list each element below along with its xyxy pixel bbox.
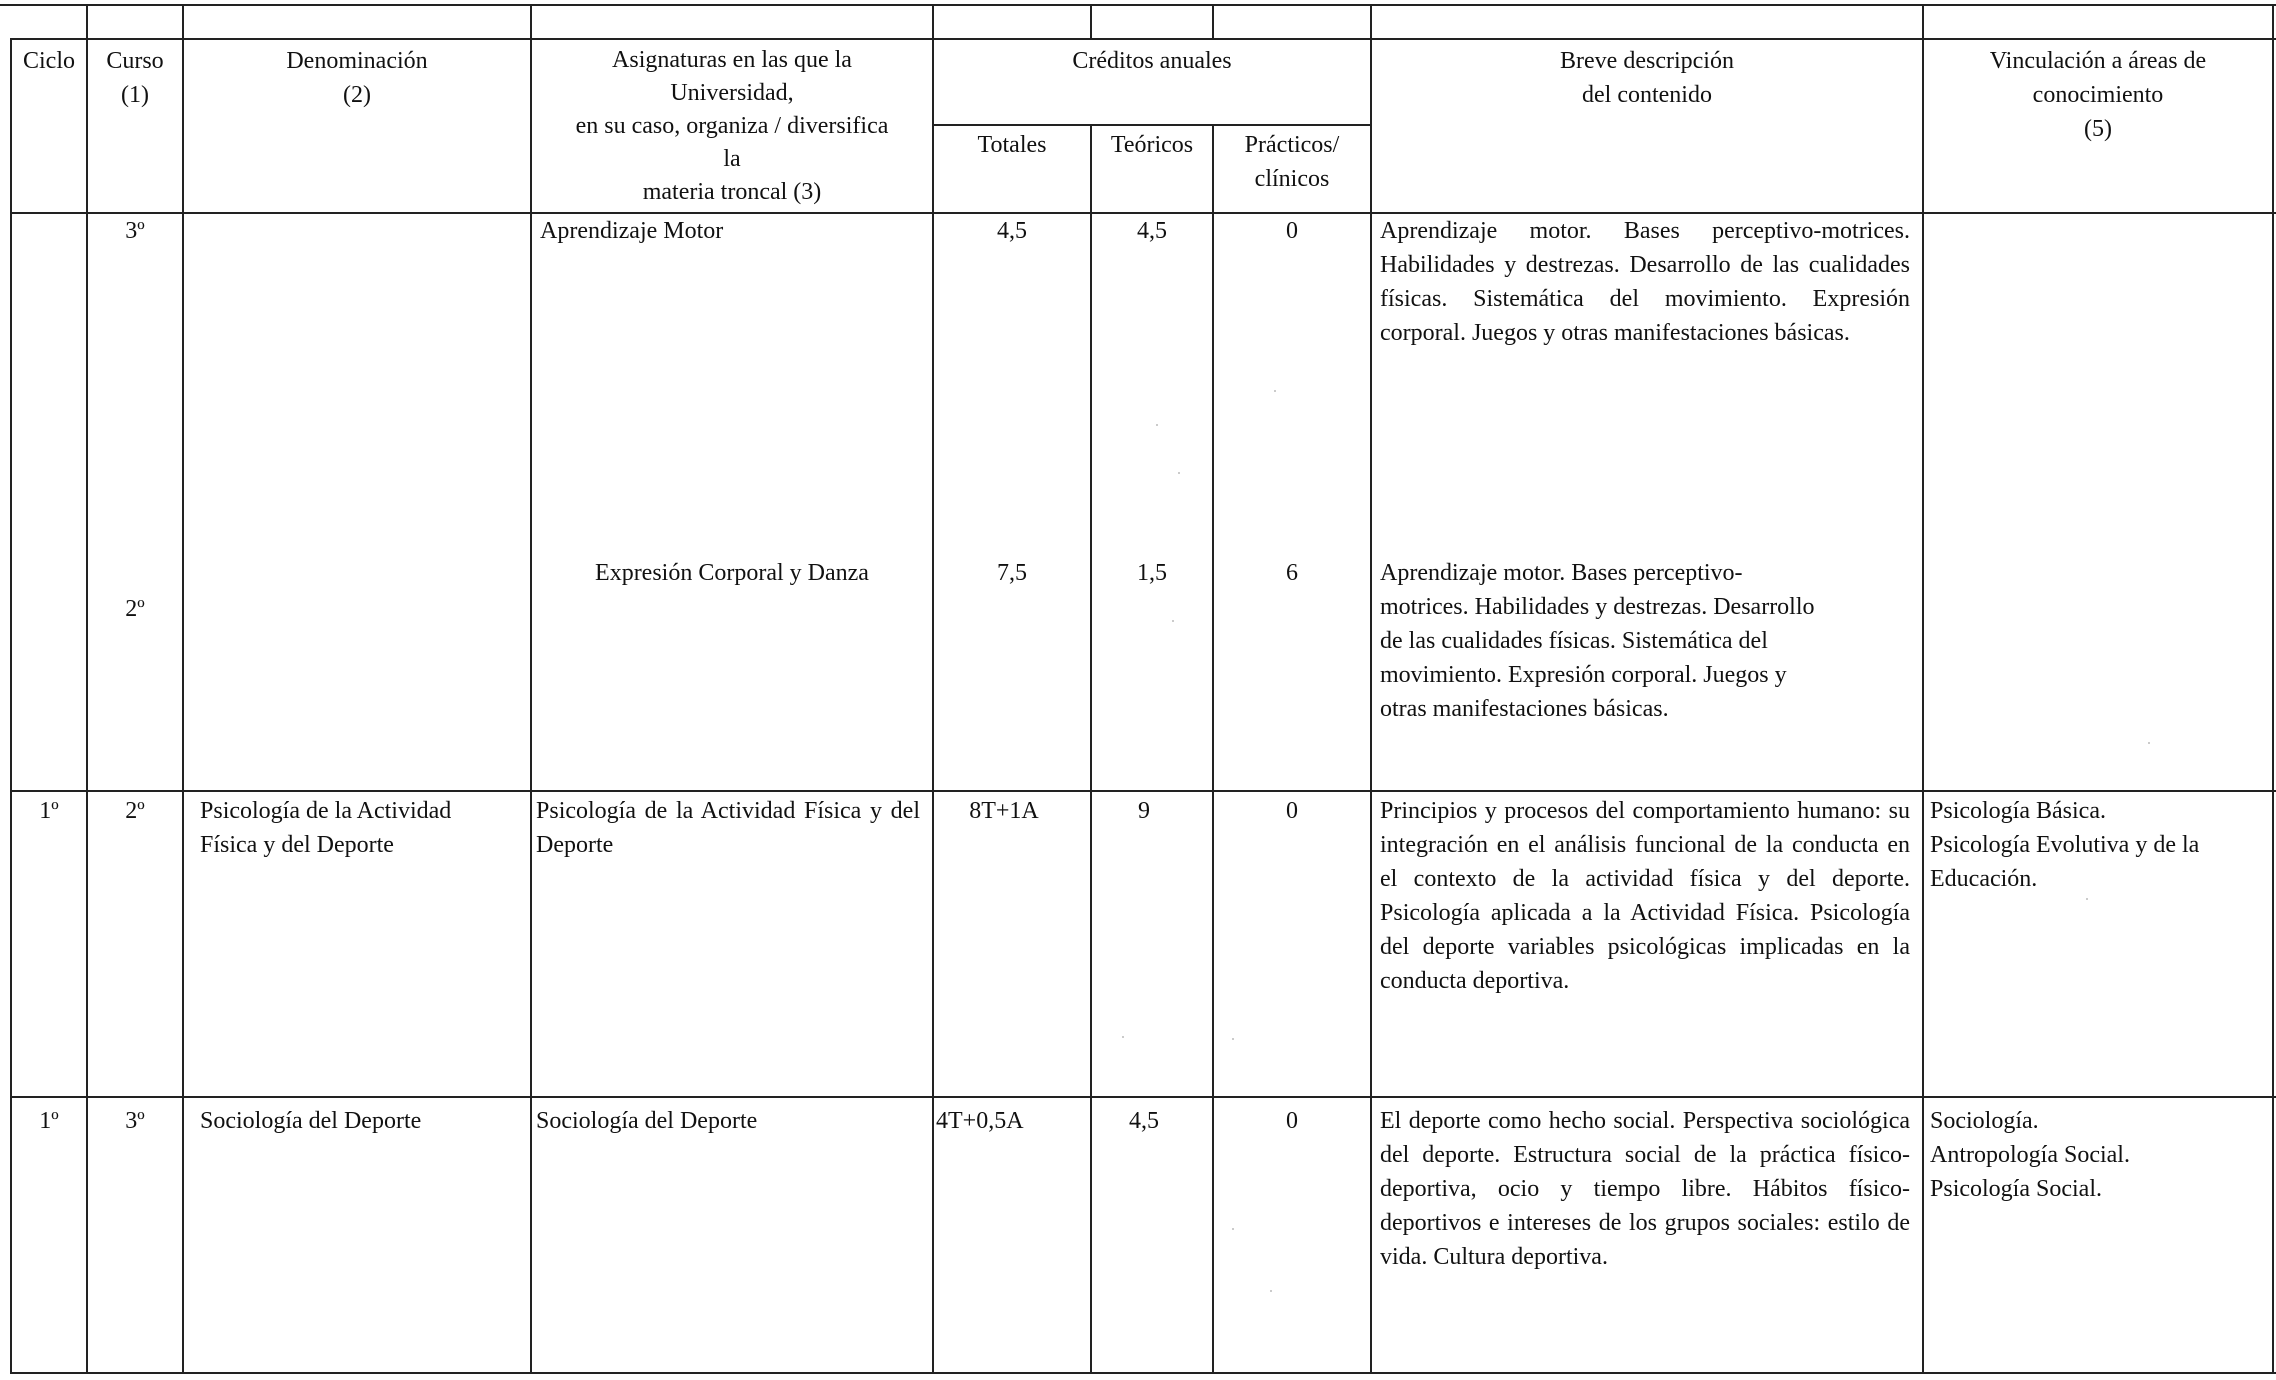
row3-vinculacion: Psicología Básica. Psicología Evolutiva y de la Educación. bbox=[1930, 798, 2200, 892]
row3-totales: 8T+1A bbox=[969, 798, 1039, 824]
header-creditos: Créditos anuales bbox=[1072, 48, 1232, 74]
scan-speck bbox=[1178, 472, 1180, 474]
header-denominacion: Denominación (2) bbox=[286, 48, 428, 108]
col-rule-totales-top bbox=[1090, 4, 1092, 38]
row1-teoricos: 4,5 bbox=[1137, 218, 1167, 244]
header-ciclo: Ciclo bbox=[23, 48, 75, 74]
row3-ciclo: 1º bbox=[39, 798, 59, 824]
row3-practicos: 0 bbox=[1286, 798, 1298, 824]
header-teoricos: Teóricos bbox=[1110, 132, 1194, 158]
row4-practicos: 0 bbox=[1286, 1108, 1298, 1134]
row4-denominacion: Sociología del Deporte bbox=[200, 1108, 422, 1134]
row-rule-2 bbox=[10, 1096, 2276, 1098]
header-practicos: Prácticos/ clínicos bbox=[1244, 132, 1340, 192]
row2-asignatura: Expresión Corporal y Danza bbox=[595, 560, 869, 586]
col-rule-descripcion bbox=[1922, 4, 1924, 1374]
scan-speck bbox=[1172, 620, 1174, 622]
row3-denominacion: Psicología de la Actividad Física y del Deporte bbox=[200, 798, 452, 858]
row4-descripcion: El deporte como hecho social. Perspectiva sociológica del deporte. Estructura social de la práctica físico-deportiva, ocio y tiempo libre. Hábitos físico-deportivos e intereses de los grupos sociales: estilo de vida. Cultura deportiva. bbox=[1380, 1108, 1910, 1270]
row2-totales: 7,5 bbox=[997, 560, 1027, 586]
row4-teoricos: 4,5 bbox=[1129, 1108, 1159, 1134]
row2-descripcion: Aprendizaje motor. Bases perceptivo- motrices. Habilidades y destrezas. Desarrollo de las cualidades físicas. Sistemática del movimiento. Expresión corporal. Juegos y otras manifestaciones básicas. bbox=[1380, 560, 1815, 722]
scan-speck bbox=[1122, 1036, 1124, 1038]
header-vinculacion: Vinculación a áreas de conocimiento (5) bbox=[1989, 48, 2207, 142]
row3-asignatura: Psicología de la Actividad Física y del Deporte bbox=[536, 798, 920, 858]
scan-speck bbox=[1274, 390, 1276, 392]
col-rule-teoricos bbox=[1212, 124, 1214, 1374]
row1-practicos: 0 bbox=[1286, 218, 1298, 244]
col-rule-practicos bbox=[1370, 4, 1372, 1374]
col-rule-denominacion bbox=[530, 4, 532, 1374]
row3-teoricos: 9 bbox=[1138, 798, 1150, 824]
table-bottom-rule bbox=[10, 1372, 2276, 1374]
scan-speck bbox=[1232, 1038, 1234, 1040]
row3-curso: 2º bbox=[125, 798, 145, 824]
col-rule-teoricos-top bbox=[1212, 4, 1214, 38]
row4-curso: 3º bbox=[125, 1108, 145, 1134]
header-totales: Totales bbox=[977, 132, 1047, 158]
row4-totales: 4T+0,5A bbox=[936, 1108, 1024, 1134]
header-asignaturas: Asignaturas en las que la Universidad, en su caso, organiza / diversifica la materia troncal (3) bbox=[575, 47, 889, 205]
scan-speck bbox=[2148, 742, 2150, 744]
row1-totales: 4,5 bbox=[997, 218, 1027, 244]
header-descripcion: Breve descripción del contenido bbox=[1560, 48, 1734, 108]
row1-descripcion: Aprendizaje motor. Bases perceptivo-motrices. Habilidades y destrezas. Desarrollo de las cualidades físicas. Sistemática del movimiento. Expresión corporal. Juegos y otras manifestaciones básicas. bbox=[1380, 218, 1910, 346]
col-rule-right bbox=[2272, 4, 2274, 1374]
row2-curso: 2º bbox=[125, 596, 145, 622]
scan-speck bbox=[2086, 898, 2088, 900]
table-top-rule bbox=[0, 4, 2276, 6]
scan-speck bbox=[1156, 424, 1158, 426]
col-rule-left bbox=[10, 38, 12, 1374]
row4-vinculacion: Sociología. Antropología Social. Psicología Social. bbox=[1930, 1108, 2130, 1202]
scan-speck bbox=[1270, 1290, 1272, 1292]
row2-teoricos: 1,5 bbox=[1137, 560, 1167, 586]
header-top-rule bbox=[10, 38, 2276, 40]
row1-curso: 3º bbox=[125, 218, 145, 244]
row4-ciclo: 1º bbox=[39, 1108, 59, 1134]
row-rule-1 bbox=[10, 790, 2276, 792]
col-rule-curso bbox=[182, 4, 184, 1374]
creditos-sub-rule bbox=[932, 124, 1370, 126]
header-curso: Curso (1) bbox=[106, 48, 164, 108]
row2-practicos: 6 bbox=[1286, 560, 1298, 586]
row1-asignatura: Aprendizaje Motor bbox=[540, 218, 724, 244]
row4-asignatura: Sociología del Deporte bbox=[536, 1108, 758, 1134]
col-rule-ciclo bbox=[86, 4, 88, 1374]
col-rule-asignaturas bbox=[932, 4, 934, 1374]
col-rule-totales bbox=[1090, 124, 1092, 1374]
scan-speck bbox=[1232, 1228, 1234, 1230]
row3-descripcion: Principios y procesos del comportamiento humano: su integración en el análisis funcional de la conducta en el contexto de la actividad física y del deporte. Psicología aplicada a la Actividad Física. Psicología del deporte variables psicológicas implicadas en la conducta deportiva. bbox=[1380, 798, 1910, 994]
